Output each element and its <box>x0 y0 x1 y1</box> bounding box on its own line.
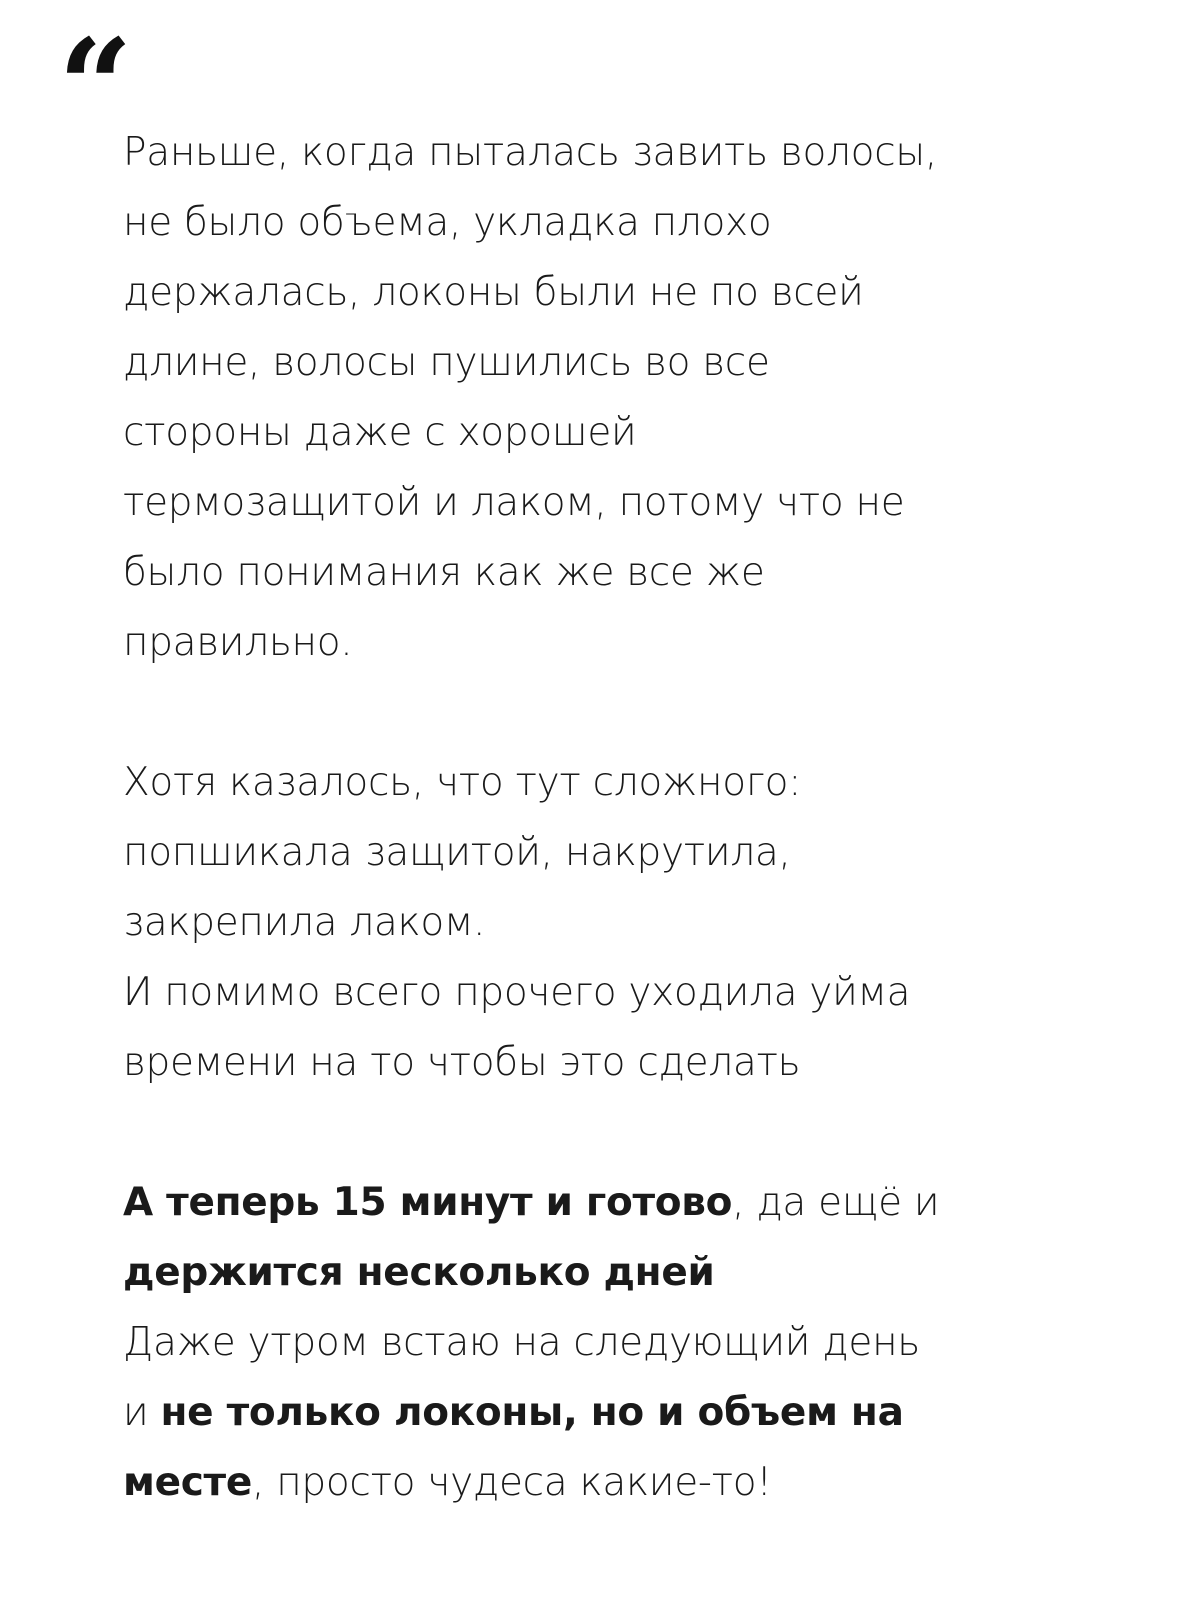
text-line: стороны даже с хорошей <box>123 410 637 455</box>
bold-text: держится несколько дней <box>123 1250 715 1295</box>
text-line: Раньше, когда пыталась завить волосы, <box>123 130 937 175</box>
regular-text: , просто чудеса какие-то! <box>252 1460 772 1505</box>
text-line: правильно. <box>123 620 353 665</box>
text-line: было понимания как же все же <box>123 550 765 595</box>
text-line: попшикала защитой, накрутила, <box>123 830 791 875</box>
text-line <box>123 1448 1133 1518</box>
paragraph-1 <box>123 118 1133 678</box>
text-line: Даже утром встаю на следующий день <box>123 1320 920 1365</box>
paragraph-gap <box>123 1098 1133 1168</box>
paragraph-3 <box>123 1168 1133 1518</box>
regular-text: и <box>123 1390 161 1435</box>
text-line: термозащитой и лаком, потому что не <box>123 480 905 525</box>
regular-text: , да ещё и <box>732 1180 940 1225</box>
paragraph-gap <box>123 678 1133 748</box>
text-line: не было объема, укладка плохо <box>123 200 772 245</box>
bold-text: месте <box>123 1460 253 1505</box>
text-line <box>123 1378 1133 1448</box>
bold-text: А теперь 15 минут и готово <box>123 1180 733 1225</box>
text-line: времени на то чтобы это сделать <box>123 1040 801 1085</box>
testimonial-text <box>123 118 1133 1518</box>
text-line <box>123 1168 1133 1238</box>
paragraph-2 <box>123 748 1133 1098</box>
text-line: Хотя казалось, что тут сложного: <box>123 760 802 805</box>
text-line: длине, волосы пушились во все <box>123 340 770 385</box>
text-line: И помимо всего прочего уходила уйма <box>123 970 911 1015</box>
bold-text: не только локоны, но и объем на <box>160 1390 904 1435</box>
quote-mark-icon: “ <box>58 10 133 163</box>
text-line <box>123 1238 1133 1308</box>
text-line: держалась, локоны были не по всей <box>123 270 864 315</box>
text-line: закрепила лаком. <box>123 900 486 945</box>
